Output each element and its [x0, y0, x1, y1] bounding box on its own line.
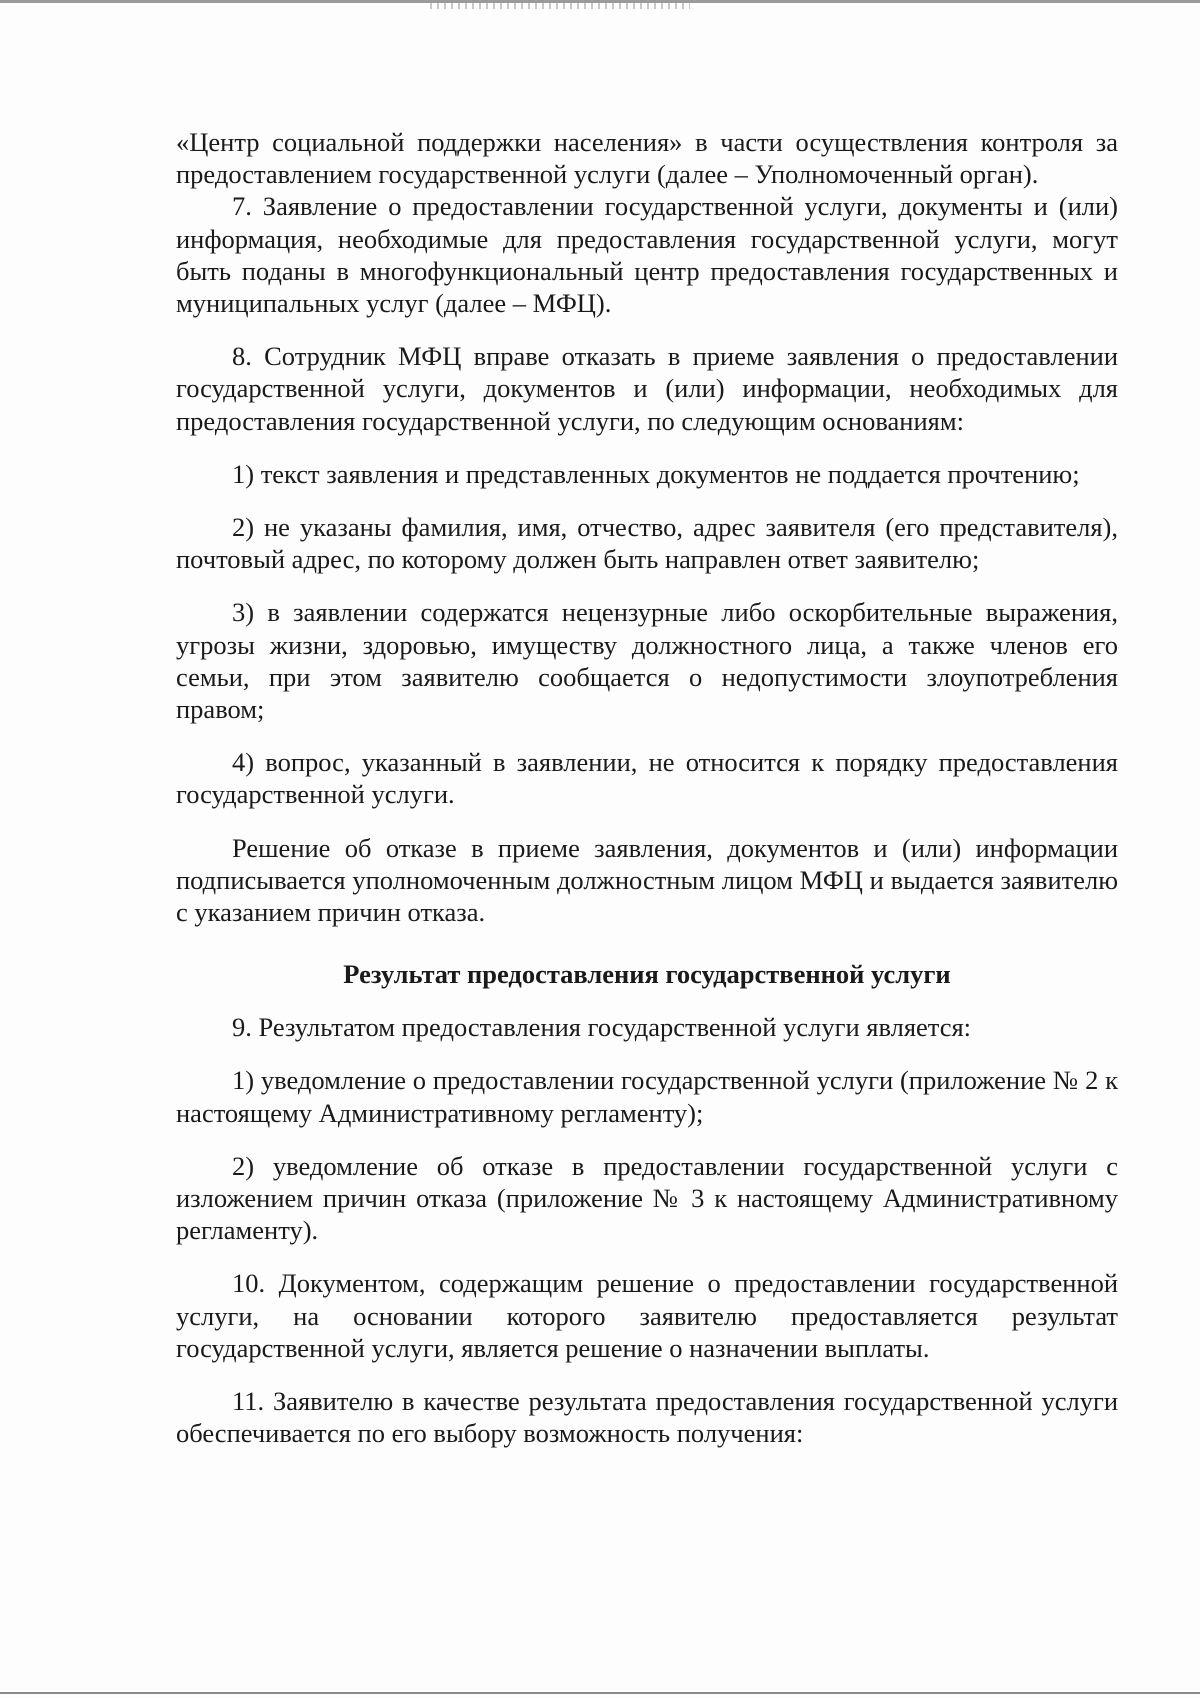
section-heading: Результат предоставления государственной услуги: [343, 959, 951, 990]
paragraph-8-item-3: 3) в заявлении содержатся нецензурные либо оскорбительные выражения, угрозы жизни, здоровью, имуществу должностного лица, а также членов его семьи, при этом заявителю сообщается о недопустимости злоупотребления правом;: [176, 597, 1118, 725]
scan-noise: [430, 3, 690, 9]
paragraph-intro: «Центр социальной поддержки населения» в части осуществления контроля за предоставлением государственной услуги (далее – Уполномоченный орган).: [176, 127, 1118, 190]
paragraph-9: 9. Результатом предоставления государственной услуги является:: [232, 1012, 972, 1043]
paragraph-8-item-4: 4) вопрос, указанный в заявлении, не относится к порядку предоставления государственной услуги.: [176, 747, 1118, 810]
paragraph-7: 7. Заявление о предоставлении государственной услуги, документы и (или) информация, необходимые для предоставления государственной услуги, могут быть поданы в многофункциональный центр предоставления государственных и муниципальных услуг (далее – МФЦ).: [176, 191, 1118, 319]
paragraph-9-item-1: 1) уведомление о предоставлении государственной услуги (приложение № 2 к настоящему Административному регламенту);: [176, 1065, 1118, 1128]
paragraph-11: 11. Заявителю в качестве результата предоставления государственной услуги обеспечивается по его выбору возможность получения:: [176, 1386, 1118, 1449]
paragraph-9-item-2: 2) уведомление об отказе в предоставлении государственной услуги с изложением причин отказа (приложение № 3 к настоящему Административному регламенту).: [176, 1150, 1118, 1246]
paragraph-8: 8. Сотрудник МФЦ вправе отказать в приеме заявления о предоставлении государственной услуги, документов и (или) информации, необходимых для предоставления государственной услуги, по следующим основаниям:: [176, 341, 1118, 436]
paragraph-10: 10. Документом, содержащим решение о предоставлении государственной услуги, на основании которого заявителю предоставляется результат государственной услуги, является решение о назначении выплаты.: [176, 1268, 1118, 1363]
paragraph-8-item-1: 1) текст заявления и представленных документов не поддается прочтению;: [232, 458, 1080, 489]
scan-edge-bottom: [0, 1692, 1200, 1694]
paragraph-8-decision: Решение об отказе в приеме заявления, документов и (или) информации подписывается уполномоченным должностным лицом МФЦ и выдается заявителю с указанием причин отказа.: [176, 832, 1118, 928]
paragraph-8-item-2: 2) не указаны фамилия, имя, отчество, адрес заявителя (его представителя), почтовый адрес, по которому должен быть направлен ответ заявителю;: [176, 512, 1118, 575]
document-body: [176, 126, 1118, 1450]
